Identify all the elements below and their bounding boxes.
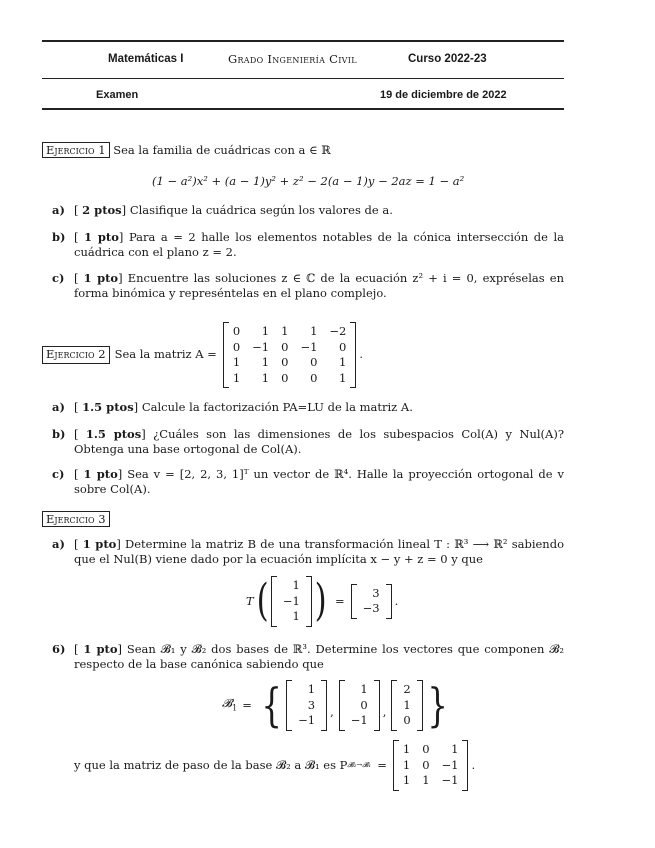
ex2-item-c-label: c) xyxy=(52,467,65,481)
b1-symbol: 𝓑$_1$ xyxy=(222,696,238,713)
ex2-item-a-text: Calcule la factorización PA=LU de la matriz A. xyxy=(141,400,413,414)
p-matrix-cell: 0 xyxy=(422,742,430,756)
t-input-entry: −1 xyxy=(282,593,300,608)
header-rule-top xyxy=(42,40,564,42)
b1-equals: = xyxy=(242,697,252,712)
p-matrix-right-bracket xyxy=(462,740,468,791)
exam-label: Examen xyxy=(96,89,139,101)
exercise-1-label: Ejercicio 1 xyxy=(42,142,110,158)
ex1-item-c-text: Encuentre las soluciones z ∈ ℂ de la ecuación z² + i = 0, expréselas en forma binómica y represéntelas en el plano complejo. xyxy=(74,271,564,301)
p-matrix-cell: −1 xyxy=(441,773,459,788)
b1-vector-3-entry: 2 xyxy=(403,682,411,696)
t-input-right-bracket xyxy=(306,576,312,627)
ex2-item-c-points: 1 pto xyxy=(83,467,118,481)
t-equals: = xyxy=(334,593,345,608)
matrix-a-cell: 0 xyxy=(232,339,241,354)
ex2-item-c-text: Sea v = [2, 2, 3, 1]ᵀ un vector de ℝ⁴. Halle la proyección ortogonal de v sobre Col(A). xyxy=(74,467,564,497)
p-matrix-cell: −1 xyxy=(441,757,459,772)
matrix-a-cell: 0 xyxy=(310,355,318,370)
b1-vector-1-entry: 3 xyxy=(307,697,316,712)
ex1-item-a-text: Clasifique la cuádrica según los valores de a. xyxy=(129,203,393,217)
t-period: . xyxy=(394,593,399,608)
t-output-right-bracket xyxy=(386,584,392,619)
b1-vector-3-entry: 1 xyxy=(403,697,411,712)
exercise-2-intro: Sea la matriz A = xyxy=(114,347,217,362)
matrix-a-cell: −2 xyxy=(329,324,347,338)
exercise-2-label: Ejercicio 2 xyxy=(42,346,110,363)
course-title: Curso 2022-23 xyxy=(408,53,487,65)
ex3-item-a: [ 1 pto] Determine la matriz B de una transformación lineal T : ℝ³ ⟶ ℝ² sabiendo que el Nul(B) viene dado por la ecuación implícita x − y + z = 0 y que xyxy=(74,537,564,567)
ex1-item-b-text: Para a = 2 halle los elementos notables de la cónica intersección de la cuádrica con el plano z = 2. xyxy=(74,230,564,260)
t-input-values xyxy=(277,576,306,627)
b1-vector-3 xyxy=(391,680,422,731)
ex2-item-b: [ 1.5 ptos] ¿Cuáles son las dimensiones de los subespacios Col(A) y Nul(A)? Obtenga una base ortogonal de Col(A). xyxy=(74,427,564,457)
t-output-entry: −3 xyxy=(362,601,380,616)
ex1-item-b-points: 1 pto xyxy=(84,230,119,244)
matrix-a-cell: −1 xyxy=(300,339,318,354)
b1-vector-3-entry: 0 xyxy=(403,713,411,728)
exercise-1-equation: (1 − a²)x² + (a − 1)y² + z² − 2(a − 1)y − 2az = 1 − a² xyxy=(152,174,465,188)
ex1-item-a-label: a) xyxy=(52,203,65,217)
p-matrix xyxy=(393,740,469,791)
p-matrix-cell: 1 xyxy=(402,773,411,788)
t-input-entry: 1 xyxy=(292,609,300,624)
matrix-a-cell: 1 xyxy=(339,370,347,385)
b1-v2-right-bracket xyxy=(374,680,380,731)
b1-comma-2: , xyxy=(382,704,387,719)
matrix-a-cell: 0 xyxy=(232,324,241,338)
b1-vector-1 xyxy=(286,680,327,731)
header-rule-mid xyxy=(42,78,564,79)
exam-date: 19 de diciembre de 2022 xyxy=(380,89,507,101)
matrix-a-cell: 1 xyxy=(261,324,270,338)
header-rule-bottom xyxy=(42,108,564,110)
b1-left-brace: { xyxy=(261,678,282,733)
ex1-item-b-label: b) xyxy=(52,230,66,244)
exercise-3-label: Ejercicio 3 xyxy=(42,511,110,527)
b1-comma-1: , xyxy=(330,704,334,719)
t-output-entry: 3 xyxy=(372,585,380,600)
exercise-3-header xyxy=(42,512,110,527)
ex3-item-b-label: 6) xyxy=(52,642,66,656)
ex1-item-b: [ 1 pto] Para a = 2 halle los elementos notables de la cónica intersección de la cuádrica con el plano z = 2. xyxy=(74,230,564,260)
p-period: . xyxy=(471,757,476,772)
b1-vector-1-entry: 1 xyxy=(307,682,316,696)
t-output-values xyxy=(357,584,386,619)
b1-vector-2-entry: −1 xyxy=(350,713,368,728)
p-matrix-cell: 1 xyxy=(402,742,411,756)
matrix-a-cell: −1 xyxy=(252,339,270,354)
p-matrix-body xyxy=(399,740,463,791)
exercise-2-header xyxy=(42,322,363,388)
p-equals: = xyxy=(377,757,387,772)
matrix-a-body xyxy=(229,322,351,388)
ex3-item-a-text: Determine la matriz B de una transformación lineal T : ℝ³ ⟶ ℝ² sabiendo que el Nul(B) viene dado por la ecuación implícita x − y + z = 0 y que xyxy=(74,537,564,567)
matrix-a-cell: 1 xyxy=(261,355,270,370)
matrix-a-cell: 1 xyxy=(339,355,347,370)
matrix-a-cell: 0 xyxy=(281,370,289,385)
ex2-item-a-points: 1.5 ptos xyxy=(82,400,134,414)
b1-set xyxy=(222,680,452,731)
b1-vector-2-entry: 0 xyxy=(360,697,368,712)
p-matrix-cell: 1 xyxy=(402,757,411,772)
b1-v1-right-bracket xyxy=(321,680,327,731)
ex3-item-a-label: a) xyxy=(52,537,65,551)
p-matrix-sentence xyxy=(74,740,475,791)
ex1-item-c-label: c) xyxy=(52,271,65,285)
degree-title: Grado Ingeniería Civil xyxy=(228,52,357,66)
ex1-item-c: [ 1 pto] Encuentre las soluciones z ∈ ℂ de la ecuación z² + i = 0, expréselas en forma binómica y represéntelas en el plano complejo. xyxy=(74,271,564,301)
ex2-item-b-points: 1.5 ptos xyxy=(85,427,142,441)
p-subscript: 𝓑₂→𝓑₁ xyxy=(347,760,372,769)
b1-vector-3-values xyxy=(397,680,416,731)
t-input-vector xyxy=(271,576,312,627)
matrix-a-cell: 0 xyxy=(281,355,289,370)
ex2-item-a-label: a) xyxy=(52,400,65,414)
matrix-a-cell: 1 xyxy=(232,370,241,385)
b1-vector-1-values xyxy=(292,680,321,731)
ex3-item-a-points: 1 pto xyxy=(82,537,117,551)
b1-right-brace: } xyxy=(427,678,448,733)
ex1-item-a: [ 2 ptos] Clasifique la cuádrica según los valores de a. xyxy=(74,203,393,217)
matrix-a-period: . xyxy=(359,347,363,362)
b1-vector-1-entry: −1 xyxy=(298,713,316,728)
t-symbol: T xyxy=(246,593,254,608)
ex2-item-b-label: b) xyxy=(52,427,66,441)
p-matrix-cell: 0 xyxy=(422,757,430,772)
b1-vector-2 xyxy=(339,680,380,731)
matrix-a xyxy=(223,322,357,388)
matrix-a-cell: 1 xyxy=(261,370,270,385)
b1-vector-2-entry: 1 xyxy=(360,682,368,696)
matrix-a-cell: 1 xyxy=(232,355,241,370)
matrix-a-right-bracket xyxy=(350,322,356,388)
t-input-entry: 1 xyxy=(292,578,300,592)
matrix-a-cell: 0 xyxy=(310,370,318,385)
exercise-1-intro: Sea la familia de cuádricas con a ∈ ℝ xyxy=(113,143,331,157)
ex1-item-a-points: 2 ptos xyxy=(82,203,122,217)
t-equation xyxy=(246,576,398,627)
t-left-paren: ( xyxy=(256,575,269,627)
matrix-a-cell: 0 xyxy=(281,339,289,354)
ex3-item-b-points: 1 pto xyxy=(83,642,118,656)
final-text: y que la matriz de paso de la base 𝓑₂ a 𝓑₁ es P xyxy=(74,757,348,772)
p-matrix-cell: 1 xyxy=(451,742,459,756)
ex3-item-b: [ 1 pto] Sean 𝓑₁ y 𝓑₂ dos bases de ℝ³. Determine los vectores que componen 𝓑₂ respecto de la base canónica sabiendo que xyxy=(74,642,564,672)
subject-title: Matemáticas I xyxy=(108,53,184,65)
exercise-1-header xyxy=(42,143,331,158)
ex1-item-c-points: 1 pto xyxy=(83,271,119,285)
p-matrix-cell: 1 xyxy=(422,773,430,788)
b1-v3-right-bracket xyxy=(417,680,423,731)
t-right-paren: ) xyxy=(314,575,327,627)
ex2-item-b-text: ¿Cuáles son las dimensiones de los subespacios Col(A) y Nul(A)? Obtenga una base ortogonal de Col(A). xyxy=(74,427,564,457)
ex2-item-a: [ 1.5 ptos] Calcule la factorización PA=LU de la matriz A. xyxy=(74,400,413,414)
matrix-a-cell: 1 xyxy=(281,324,289,338)
ex2-item-c: [ 1 pto] Sea v = [2, 2, 3, 1]ᵀ un vector de ℝ⁴. Halle la proyección ortogonal de v sobre Col(A). xyxy=(74,467,564,497)
b1-vector-2-values xyxy=(345,680,374,731)
ex3-item-b-text: Sean 𝓑₁ y 𝓑₂ dos bases de ℝ³. Determine los vectores que componen 𝓑₂ respecto de la base canónica sabiendo que xyxy=(74,642,564,672)
matrix-a-cell: 0 xyxy=(339,339,347,354)
matrix-a-cell: 1 xyxy=(310,324,318,338)
t-output-vector xyxy=(351,584,392,619)
